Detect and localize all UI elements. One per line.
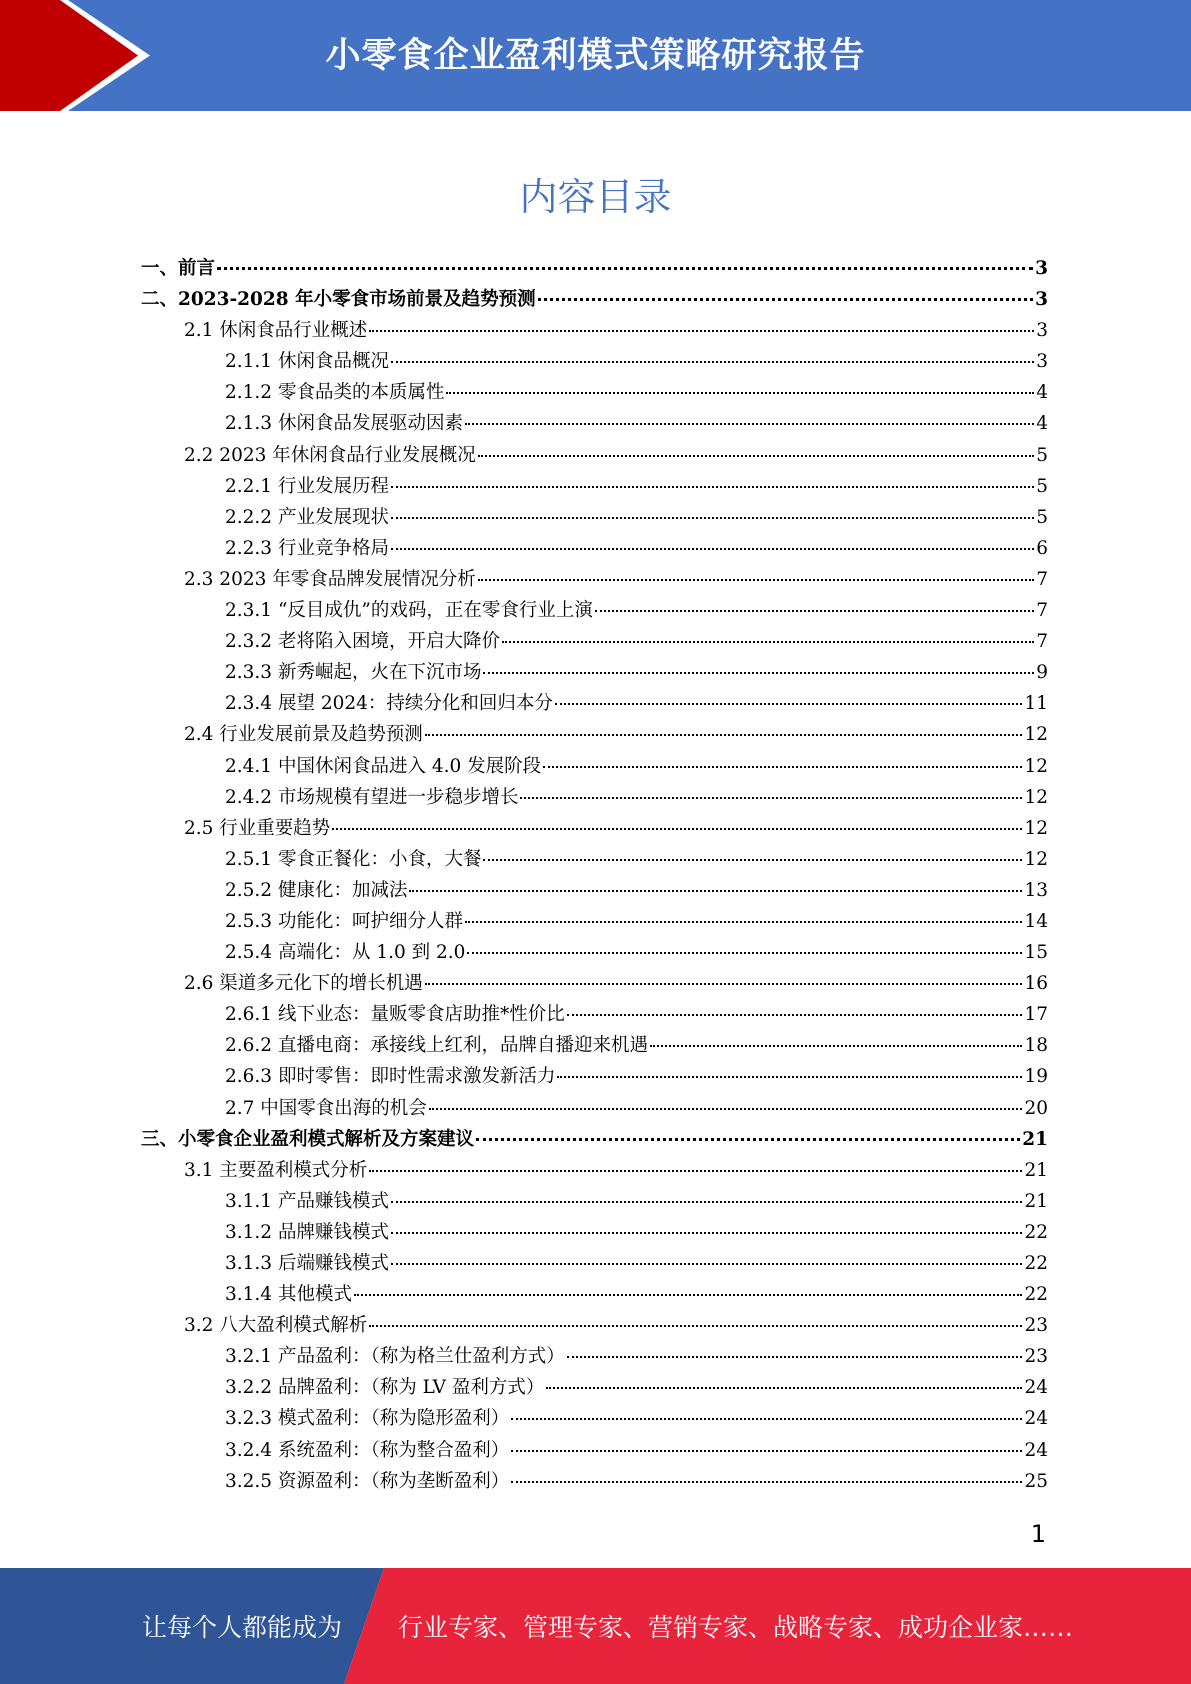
toc-entry[interactable] [141, 316, 1048, 347]
toc-entry[interactable] [141, 1311, 1048, 1342]
toc-entry-page: 23 [1024, 1346, 1048, 1368]
toc-entry-label: 3.2.2 品牌盈利：（称为 LV 盈利方式） [225, 1377, 545, 1399]
toc-entry-page: 4 [1036, 382, 1048, 404]
toc-entry-page: 19 [1024, 1066, 1048, 1088]
toc-dot-leader [511, 1418, 1022, 1420]
toc-dot-leader [391, 1201, 1022, 1203]
toc-entry-label: 2.4 行业发展前景及趋势预测 [184, 724, 423, 746]
toc-entry[interactable] [141, 285, 1048, 316]
toc-entry[interactable] [141, 409, 1048, 440]
toc-entry[interactable] [141, 1342, 1048, 1373]
toc-entry-label: 2.2 2023 年休闲食品行业发展概况 [184, 444, 476, 466]
toc-dot-leader [391, 361, 1034, 363]
toc-entry-label: 3.2 八大盈利模式解析 [184, 1315, 368, 1337]
toc-dot-leader [520, 797, 1022, 799]
toc-entry-page: 22 [1024, 1253, 1048, 1274]
toc-entry-page: 17 [1024, 1004, 1048, 1026]
toc-dot-leader [502, 641, 1034, 643]
toc-dot-leader [476, 1138, 1020, 1141]
toc-entry-page: 25 [1024, 1470, 1048, 1492]
toc-entry-page: 4 [1036, 413, 1048, 435]
toc-dot-leader [391, 486, 1034, 488]
toc-heading: 内容目录 [519, 175, 672, 219]
toc-entry-label: 2.3.4 展望 2024：持续分化和回归本分 [225, 693, 553, 715]
toc-entry-label: 2.1 休闲食品行业概述 [184, 320, 368, 342]
toc-entry-page: 21 [1024, 1190, 1048, 1212]
toc-entry-label: 3.1.3 后端赚钱模式 [225, 1253, 389, 1274]
toc-entry-label: 3.2.3 模式盈利：（称为隐形盈利） [225, 1408, 510, 1430]
toc-entry[interactable] [141, 503, 1048, 534]
toc-entry[interactable] [141, 1000, 1048, 1031]
table-of-contents [141, 254, 1048, 1498]
toc-entry[interactable] [141, 1280, 1048, 1311]
toc-entry[interactable] [141, 1404, 1048, 1435]
toc-entry-label: 2.6.1 线下业态：量贩零食店助推*性价比 [225, 1004, 565, 1026]
toc-entry[interactable] [141, 1031, 1048, 1062]
toc-entry-label: 2.1.2 零食品类的本质属性 [225, 382, 445, 404]
toc-entry-label: 2.4.1 中国休闲食品进入 4.0 发展阶段 [225, 755, 542, 777]
toc-entry-page: 22 [1024, 1221, 1048, 1243]
toc-entry-page: 3 [1035, 289, 1048, 311]
toc-dot-leader [467, 952, 1022, 954]
toc-dot-leader [546, 1387, 1022, 1389]
toc-entry-label: 2.4.2 市场规模有望进一步稳步增长 [225, 786, 519, 808]
toc-entry-label: 2.3.1 “反目成仇”的戏码，正在零食行业上演 [225, 600, 593, 622]
toc-dot-leader [465, 423, 1034, 425]
toc-entry[interactable] [141, 1467, 1048, 1498]
toc-entry-label: 3.1 主要盈利模式分析 [184, 1159, 368, 1181]
toc-entry-label: 3.2.1 产品盈利：（称为格兰仕盈利方式） [225, 1346, 565, 1368]
toc-dot-leader [511, 1450, 1022, 1452]
toc-dot-leader [369, 330, 1034, 332]
toc-entry-label: 3.2.4 系统盈利：（称为整合盈利） [225, 1439, 510, 1461]
toc-dot-leader [483, 859, 1022, 861]
toc-entry[interactable] [141, 814, 1048, 845]
toc-entry[interactable] [141, 627, 1048, 658]
toc-entry-label: 3.1.4 其他模式 [225, 1284, 352, 1306]
toc-entry[interactable] [141, 689, 1048, 720]
toc-entry-page: 11 [1024, 693, 1048, 715]
toc-entry-label: 2.2.2 产业发展现状 [225, 506, 389, 528]
toc-entry-page: 3 [1036, 351, 1048, 373]
toc-entry-label: 2.5 行业重要趋势 [184, 817, 331, 839]
toc-entry-label: 2.1.3 休闲食品发展驱动因素 [225, 413, 463, 435]
toc-dot-leader [650, 1045, 1022, 1047]
footer-slogan-left: 让每个人都能成为 [142, 1613, 343, 1642]
toc-entry-page: 7 [1036, 568, 1048, 590]
toc-dot-leader [543, 766, 1022, 768]
toc-entry[interactable] [141, 534, 1048, 565]
toc-dot-leader [354, 1294, 1023, 1296]
toc-entry-page: 22 [1024, 1284, 1048, 1306]
toc-entry[interactable] [141, 845, 1048, 876]
toc-entry[interactable] [141, 938, 1048, 969]
toc-entry-label: 2.2.1 行业发展历程 [225, 475, 389, 497]
toc-entry[interactable] [141, 441, 1048, 472]
toc-entry-page: 12 [1024, 724, 1048, 746]
toc-entry-label: 2.3.3 新秀崛起，火在下沉市场 [225, 662, 482, 684]
toc-entry-page: 7 [1036, 600, 1048, 622]
toc-entry-label: 2.3.2 老将陷入困境，开启大降价 [225, 631, 500, 653]
toc-entry-page: 24 [1024, 1377, 1048, 1399]
toc-entry-page: 21 [1022, 1128, 1048, 1150]
toc-entry-page: 23 [1024, 1315, 1048, 1337]
toc-entry-page: 6 [1036, 537, 1048, 559]
toc-dot-leader [391, 1263, 1022, 1265]
report-title: 小零食企业盈利模式策略研究报告 [325, 36, 866, 76]
toc-dot-leader [391, 517, 1034, 519]
toc-entry[interactable] [141, 1218, 1048, 1249]
toc-entry[interactable] [141, 1125, 1048, 1156]
toc-entry-label: 2.7 中国零食出海的机会 [225, 1097, 427, 1119]
toc-entry-label: 2.5.1 零食正餐化：小食，大餐 [225, 848, 482, 870]
toc-entry-page: 16 [1024, 973, 1048, 995]
toc-dot-leader [217, 267, 1033, 270]
toc-dot-leader [478, 455, 1034, 457]
toc-dot-leader [511, 1481, 1022, 1483]
toc-dot-leader [391, 1232, 1022, 1234]
toc-entry-label: 2.5.3 功能化：呵护细分人群 [225, 910, 463, 932]
toc-entry-page: 24 [1024, 1439, 1048, 1461]
toc-dot-leader [555, 703, 1023, 705]
toc-entry-label: 2.6.3 即时零售：即时性需求激发新活力 [225, 1066, 556, 1088]
toc-entry[interactable] [141, 907, 1048, 938]
toc-entry[interactable] [141, 720, 1048, 751]
toc-entry[interactable] [141, 1062, 1048, 1093]
footer-slogan-right: 行业专家、管理专家、营销专家、战略专家、成功企业家…… [398, 1613, 1074, 1642]
toc-entry-label: 一、前言 [141, 258, 216, 279]
toc-entry[interactable] [141, 1156, 1048, 1187]
toc-entry-page: 15 [1024, 942, 1048, 964]
toc-dot-leader [538, 298, 1034, 301]
toc-entry-label: 2.6 渠道多元化下的增长机遇 [184, 973, 423, 995]
toc-dot-leader [465, 921, 1022, 923]
toc-entry-label: 2.3 2023 年零食品牌发展情况分析 [184, 568, 476, 590]
toc-entry-page: 5 [1036, 475, 1048, 497]
toc-entry[interactable] [141, 347, 1048, 378]
toc-entry-page: 3 [1036, 320, 1048, 342]
page-footer [0, 1568, 1191, 1684]
toc-entry[interactable] [141, 876, 1048, 907]
toc-entry-page: 13 [1024, 879, 1048, 901]
toc-entry[interactable] [141, 969, 1048, 1000]
toc-entry-page: 12 [1024, 848, 1048, 870]
toc-dot-leader [332, 828, 1022, 830]
toc-dot-leader [429, 1108, 1023, 1110]
page-header [0, 0, 1191, 111]
toc-entry[interactable] [141, 596, 1048, 627]
toc-entry[interactable] [141, 783, 1048, 814]
toc-entry-label: 2.6.2 直播电商：承接线上红利，品牌自播迎来机遇 [225, 1035, 648, 1057]
toc-entry-label: 二、2023-2028 年小零食市场前景及趋势预测 [141, 289, 536, 311]
toc-entry[interactable] [141, 565, 1048, 596]
toc-entry-page: 24 [1024, 1408, 1048, 1430]
toc-dot-leader [409, 890, 1022, 892]
toc-entry-label: 3.2.5 资源盈利：（称为垄断盈利） [225, 1470, 510, 1492]
toc-entry[interactable] [141, 1436, 1048, 1467]
toc-dot-leader [425, 983, 1023, 985]
toc-entry-page: 5 [1036, 444, 1048, 466]
toc-dot-leader [567, 1014, 1023, 1016]
toc-dot-leader [425, 734, 1023, 736]
toc-dot-leader [446, 392, 1034, 394]
toc-dot-leader [483, 672, 1034, 674]
toc-entry-page: 20 [1024, 1097, 1048, 1119]
toc-entry-page: 21 [1024, 1159, 1048, 1181]
toc-entry[interactable] [141, 378, 1048, 409]
toc-entry-label: 2.2.3 行业竞争格局 [225, 537, 389, 559]
toc-entry-label: 3.1.1 产品赚钱模式 [225, 1190, 389, 1212]
toc-entry-page: 12 [1024, 786, 1048, 808]
toc-dot-leader [391, 548, 1034, 550]
toc-entry[interactable] [141, 1187, 1048, 1218]
toc-entry-label: 2.5.2 健康化：加减法 [225, 879, 408, 901]
toc-entry[interactable] [141, 1373, 1048, 1404]
toc-dot-leader [557, 1076, 1022, 1078]
toc-entry-label: 2.1.1 休闲食品概况 [225, 351, 389, 373]
toc-dot-leader [369, 1170, 1022, 1172]
page-number: 1 [1030, 1520, 1046, 1548]
toc-entry-page: 14 [1024, 910, 1048, 932]
toc-dot-leader [567, 1356, 1023, 1358]
toc-entry-page: 7 [1036, 631, 1048, 653]
toc-entry-label: 3.1.2 品牌赚钱模式 [225, 1221, 389, 1243]
toc-entry-page: 12 [1024, 755, 1048, 777]
toc-entry[interactable] [141, 658, 1048, 689]
toc-entry[interactable] [141, 1249, 1048, 1280]
toc-entry[interactable] [141, 1094, 1048, 1125]
toc-entry-label: 三、小零食企业盈利模式解析及方案建议 [141, 1128, 475, 1150]
toc-entry-page: 5 [1036, 506, 1048, 528]
toc-entry-label: 2.5.4 高端化：从 1.0 到 2.0 [225, 942, 466, 964]
toc-entry[interactable] [141, 472, 1048, 503]
toc-entry-page: 18 [1024, 1035, 1048, 1057]
toc-dot-leader [369, 1325, 1022, 1327]
toc-entry-page: 9 [1036, 662, 1048, 684]
toc-entry-page: 3 [1035, 258, 1048, 279]
toc-dot-leader [595, 610, 1034, 612]
toc-entry-page: 12 [1024, 817, 1048, 839]
toc-entry[interactable] [141, 254, 1048, 285]
toc-dot-leader [478, 579, 1034, 581]
toc-entry[interactable] [141, 752, 1048, 783]
